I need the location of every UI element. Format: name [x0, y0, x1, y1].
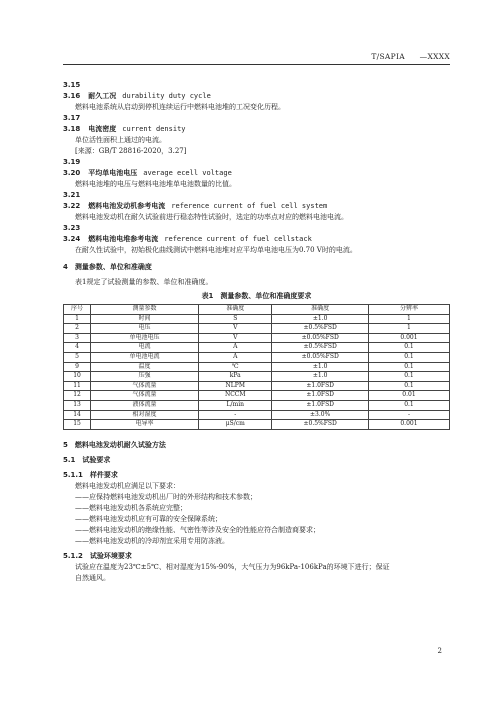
term-english: current density	[122, 125, 186, 133]
requirement-line: ——应保持燃料电池发动机出厂时的外形结构和技术参数；	[75, 492, 257, 501]
table-cell: 0.01	[368, 391, 449, 401]
table-cell: -	[199, 410, 272, 420]
table-cell: 压强	[91, 372, 199, 382]
col-header-index: 序号	[64, 305, 91, 315]
term-title: 耐久工况	[88, 92, 117, 100]
table-caption: 表1 测量参数、单位和准确度要求	[201, 292, 312, 300]
table-cell: A	[199, 343, 272, 353]
term-english: reference current of fuel cellstack	[164, 235, 312, 243]
term-heading	[63, 190, 450, 201]
table-row	[64, 381, 450, 391]
table-cell: ±1.0	[272, 372, 369, 382]
section-5-1-1-heading: 5.1.1 样件要求	[63, 470, 118, 479]
term-number: 3.24	[63, 235, 81, 243]
term-english: reference current of fuel cell system	[171, 202, 328, 210]
table-cell: 0.1	[368, 352, 449, 362]
table-cell: ±0.05%FSD	[272, 333, 369, 343]
term-heading	[63, 113, 450, 124]
table-cell: 15	[64, 420, 91, 430]
term-heading	[63, 80, 450, 91]
table-cell: 单电池电流	[91, 352, 199, 362]
col-header-resolution: 分辨率	[368, 305, 449, 315]
requirement-line: 自然通风。	[75, 573, 110, 582]
table-row	[64, 410, 450, 420]
table-cell: 0.1	[368, 372, 449, 382]
table-cell: V	[199, 324, 272, 334]
table-cell: V	[199, 333, 272, 343]
main-content	[63, 80, 450, 584]
term-title: 平均单电池电压	[88, 169, 138, 177]
table-cell: 0.001	[368, 420, 449, 430]
term-english: durability duty cycle	[122, 92, 211, 100]
requirement-line: ——燃料电池发动机各系统应完整；	[75, 503, 187, 512]
col-header-accuracy: 准确度	[272, 305, 369, 315]
table-cell: ±0.5%FSD	[272, 324, 369, 334]
term-number: 3.17	[63, 114, 81, 122]
table-cell: 1	[368, 324, 449, 334]
table-header-row	[64, 305, 450, 315]
table-cell: 9	[64, 362, 91, 372]
term-title: 燃料电池发动机参考电流	[88, 202, 166, 210]
term-number: 3.18	[63, 125, 81, 133]
term-definition: [来源：GB/T 28816-2020，3.27]	[75, 147, 187, 155]
section-5-1-heading: 5.1 试验要求	[63, 455, 111, 464]
table-row	[64, 333, 450, 343]
table-cell: 单电池电压	[91, 333, 199, 343]
table-row	[64, 391, 450, 401]
table-cell: 0.1	[368, 343, 449, 353]
table-cell: A	[199, 352, 272, 362]
table-cell: ±1.0	[272, 314, 369, 324]
table-cell: ±1.0FSD	[272, 391, 369, 401]
term-number: 3.23	[63, 224, 81, 232]
term-definition: 燃料电池堆的电压与燃料电池堆单电池数量的比值。	[75, 180, 236, 188]
term-heading	[63, 168, 450, 179]
standard-number: —XXXX	[419, 52, 450, 61]
table-row	[64, 372, 450, 382]
table-cell: 14	[64, 410, 91, 420]
table-row	[64, 324, 450, 334]
term-heading	[63, 124, 450, 135]
section-5-heading: 5 燃料电池发动机耐久试验方法	[63, 440, 166, 449]
table-cell: 液体流量	[91, 400, 199, 410]
term-english: average ecell voltage	[143, 169, 232, 177]
measurement-table	[63, 304, 450, 430]
table-cell: 电流	[91, 343, 199, 353]
table-cell: 5	[64, 352, 91, 362]
table-cell: 1	[368, 314, 449, 324]
table-row	[64, 343, 450, 353]
table-cell: -	[368, 410, 449, 420]
standard-code: T/SAPIA	[371, 52, 405, 61]
requirement-line: ——燃料电池发动机应有可靠的安全保障系统；	[75, 514, 222, 523]
term-number: 3.21	[63, 191, 81, 199]
term-heading	[63, 91, 450, 102]
table-cell: L/min	[199, 400, 272, 410]
table-cell: μS/cm	[199, 420, 272, 430]
term-definition: 燃料电池系统从启动到停机连续运行中燃料电池堆的工况变化历程。	[75, 103, 285, 111]
col-header-unit: 准确度	[199, 305, 272, 315]
table-cell: ±3.0%	[272, 410, 369, 420]
table-cell: 11	[64, 381, 91, 391]
term-title: 燃料电池电堆参考电流	[88, 235, 159, 243]
table-cell: 温度	[91, 362, 199, 372]
col-header-parameter: 测量参数	[91, 305, 199, 315]
term-number: 3.15	[63, 81, 81, 89]
section-4-heading: 4 测量参数、单位和准确度	[63, 263, 152, 271]
term-number: 3.19	[63, 158, 81, 166]
term-definition: 单位活性面积上通过的电流。	[75, 136, 166, 144]
term-title: 电流密度	[88, 125, 117, 133]
table-cell: ±1.0FSD	[272, 381, 369, 391]
table-cell: 电导率	[91, 420, 199, 430]
table-cell: ±1.0FSD	[272, 400, 369, 410]
table-cell: S	[199, 314, 272, 324]
table-cell: NLPM	[199, 381, 272, 391]
table-cell: 0.1	[368, 400, 449, 410]
term-definition: 燃料电池发动机在耐久试验前进行稳态特性试验时，选定的功率点对应的燃料电池电流。	[75, 213, 348, 221]
term-definition: 在耐久性试验中，初始极化曲线测试中燃料电池堆对应平均单电池电压为0.70 V时的电流。	[75, 246, 357, 254]
table-row	[64, 352, 450, 362]
table-cell: 电压	[91, 324, 199, 334]
table-cell: 10	[64, 372, 91, 382]
table-row	[64, 400, 450, 410]
table-cell: ±0.05%FSD	[272, 352, 369, 362]
table-cell: ±0.5%FSD	[272, 343, 369, 353]
table-cell: ℃	[199, 362, 272, 372]
table-cell: 相对湿度	[91, 410, 199, 420]
requirement-line: ——燃料电池发动机的冷却剂宜采用专用防冻液。	[75, 536, 229, 545]
table-cell: 时间	[91, 314, 199, 324]
requirement-line: 燃料电池发动机应满足以下要求：	[75, 481, 180, 490]
requirement-line: 试验应在温度为23℃±5℃、相对湿度为15%-90%，大气压力为96kPa-106kPa的环境下进行；保证	[75, 562, 390, 571]
table-body	[64, 314, 450, 429]
term-number: 3.20	[63, 169, 81, 177]
table-cell: ±0.5%FSD	[272, 420, 369, 430]
table-cell: 3	[64, 333, 91, 343]
term-number: 3.22	[63, 202, 81, 210]
table-row	[64, 420, 450, 430]
page-header	[359, 52, 450, 61]
table-row	[64, 314, 450, 324]
table-cell: 0.001	[368, 333, 449, 343]
table-cell: 0.1	[368, 381, 449, 391]
term-number: 3.16	[63, 92, 81, 100]
table-cell: 气体流量	[91, 381, 199, 391]
section-4-intro: 表1规定了试验测量的参数、单位和准确度。	[75, 278, 213, 286]
sample-requirements	[63, 481, 450, 547]
table-cell: 0.1	[368, 362, 449, 372]
table-cell: 2	[64, 324, 91, 334]
terms-list	[63, 80, 450, 256]
table-cell: 1	[64, 314, 91, 324]
section-5-1-2-heading: 5.1.2 试验环境要求	[63, 551, 132, 560]
table-cell: 12	[64, 391, 91, 401]
environment-requirements	[63, 562, 450, 584]
table-cell: 13	[64, 400, 91, 410]
table-cell: ±1.0	[272, 362, 369, 372]
table-cell: kPa	[199, 372, 272, 382]
term-heading	[63, 157, 450, 168]
table-cell: 4	[64, 343, 91, 353]
term-heading	[63, 223, 450, 234]
table-cell: 气体流量	[91, 391, 199, 401]
term-heading	[63, 234, 450, 245]
table-cell: NCCM	[199, 391, 272, 401]
header-divider	[63, 64, 450, 65]
table-row	[64, 362, 450, 372]
term-heading	[63, 201, 450, 212]
page-number: 2	[437, 647, 442, 655]
requirement-line: ——燃料电池发动机的绝缘性能、气密性等涉及安全的性能应符合制造商要求；	[75, 525, 320, 534]
